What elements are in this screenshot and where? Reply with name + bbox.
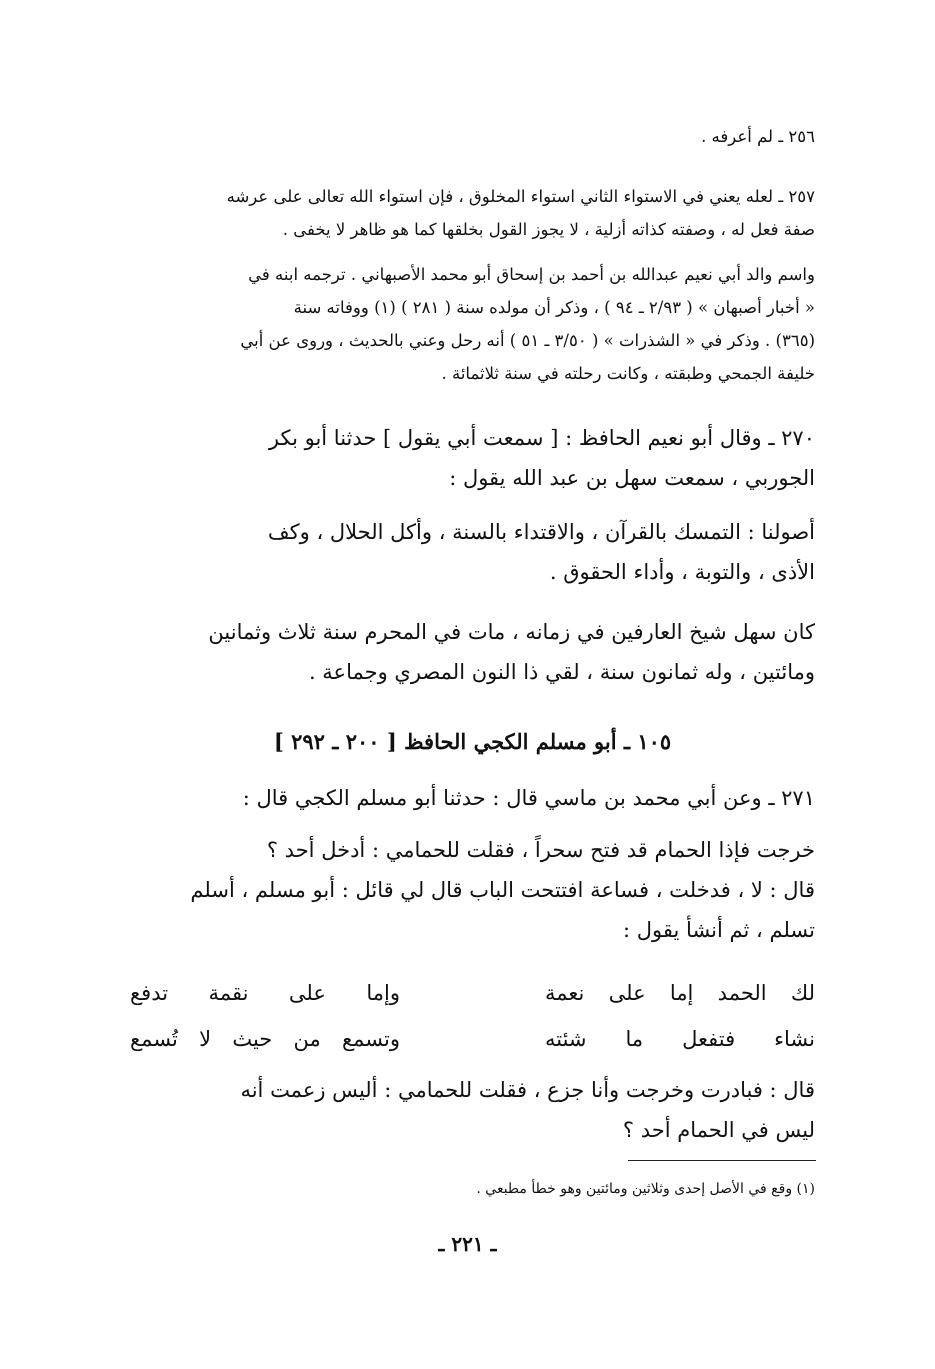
note-father: [130, 258, 815, 390]
poem: [130, 970, 815, 1062]
footnote-divider: [628, 1160, 816, 1161]
entry-270: [130, 418, 815, 498]
note-father-line: (٣٦٥) . وذكر في « الشذرات » ( ٣/٥٠ ـ ٥١ ) أنه رحل وعني بالحديث ، وروى عن أبي: [240, 331, 815, 350]
note-father-line: « أخبار أصبهان » ( ٢/٩٣ ـ ٩٤ ) ، وذكر أن مولده سنة ( ٢٨١ ) (١) ووفاته سنة: [293, 298, 815, 317]
section-heading: ١٠٥ ـ أبو مسلم الكجي الحافظ [ ٢٠٠ ـ ٢٩٢ ]: [273, 729, 672, 754]
sahl-paragraph: [130, 612, 815, 692]
poem-verse: [130, 970, 815, 1016]
poem-right-hemistich: نشاء فتفعل ما شئته: [545, 1027, 815, 1051]
qal-line: قال : فبادرت وخرجت وأنا جزع ، فقلت للحمامي : أليس زعمت أنه: [240, 1078, 815, 1102]
footnote: (١) وقع في الأصل إحدى وثلاثين ومائتين وهو خطأ مطبعي .: [476, 1181, 815, 1197]
poem-right-hemistich: لك الحمد إما على نعمة: [545, 981, 815, 1005]
kharajt-paragraph: [130, 830, 815, 950]
entry-271-line: ٢٧١ ـ وعن أبي محمد بن ماسي قال : حدثنا أبو مسلم الكجي قال :: [242, 786, 815, 810]
page-number: ـ ٢٢١ ـ: [438, 1232, 497, 1256]
kharajt-line: خرجت فإذا الحمام قد فتح سحراً ، فقلت للحمامي : أدخل أحد ؟: [266, 838, 815, 862]
note-257-line: ٢٥٧ ـ لعله يعني في الاستواء الثاني استواء المخلوق ، فإن استواء الله تعالى على عرشه: [226, 187, 815, 206]
usul-paragraph: [130, 512, 815, 592]
qal-line: ليس في الحمام أحد ؟: [622, 1118, 815, 1142]
poem-left-hemistich: وتسمع من حيث لا تُسمع: [130, 1027, 400, 1051]
poem-left-hemistich: وإما على نقمة تدفع: [130, 981, 400, 1005]
kharajt-line: تسلم ، ثم أنشأ يقول :: [623, 918, 815, 942]
note-257-line: صفة فعل له ، وصفته كذاته أزلية ، لا يجوز القول بخلقها كما هو ظاهر لا يخفى .: [282, 220, 815, 239]
qal-paragraph: [130, 1070, 815, 1150]
note-256-line: ٢٥٦ ـ لم أعرفه .: [701, 127, 815, 146]
note-257: [130, 180, 815, 246]
note-father-line: واسم والد أبي نعيم عبدالله بن أحمد بن إسحاق أبو محمد الأصبهاني . ترجمه ابنه في: [248, 265, 815, 284]
note-father-line: خليفة الجمحي وطبقته ، وكانت رحلته في سنة ثلاثمائة .: [441, 364, 815, 383]
usul-line: أصولنا : التمسك بالقرآن ، والاقتداء بالسنة ، وأكل الحلال ، وكف: [267, 520, 815, 544]
sahl-line: ومائتين ، وله ثمانون سنة ، لقي ذا النون المصري وجماعة .: [308, 660, 815, 684]
usul-line: الأذى ، والتوبة ، وأداء الحقوق .: [549, 560, 815, 584]
entry-270-line: الجوربي ، سمعت سهل بن عبد الله يقول :: [449, 466, 815, 490]
entry-271: [130, 778, 815, 818]
sahl-line: كان سهل شيخ العارفين في زمانه ، مات في المحرم سنة ثلاث وثمانين: [208, 620, 815, 644]
entry-270-line: ٢٧٠ ـ وقال أبو نعيم الحافظ : [ سمعت أبي يقول ] حدثنا أبو بكر: [268, 426, 815, 450]
kharajt-line: قال : لا ، فدخلت ، فساعة افتتحت الباب قال لي قائل : أبو مسلم ، أسلم: [190, 878, 815, 902]
note-256: [130, 120, 815, 153]
poem-verse: [130, 1016, 815, 1062]
